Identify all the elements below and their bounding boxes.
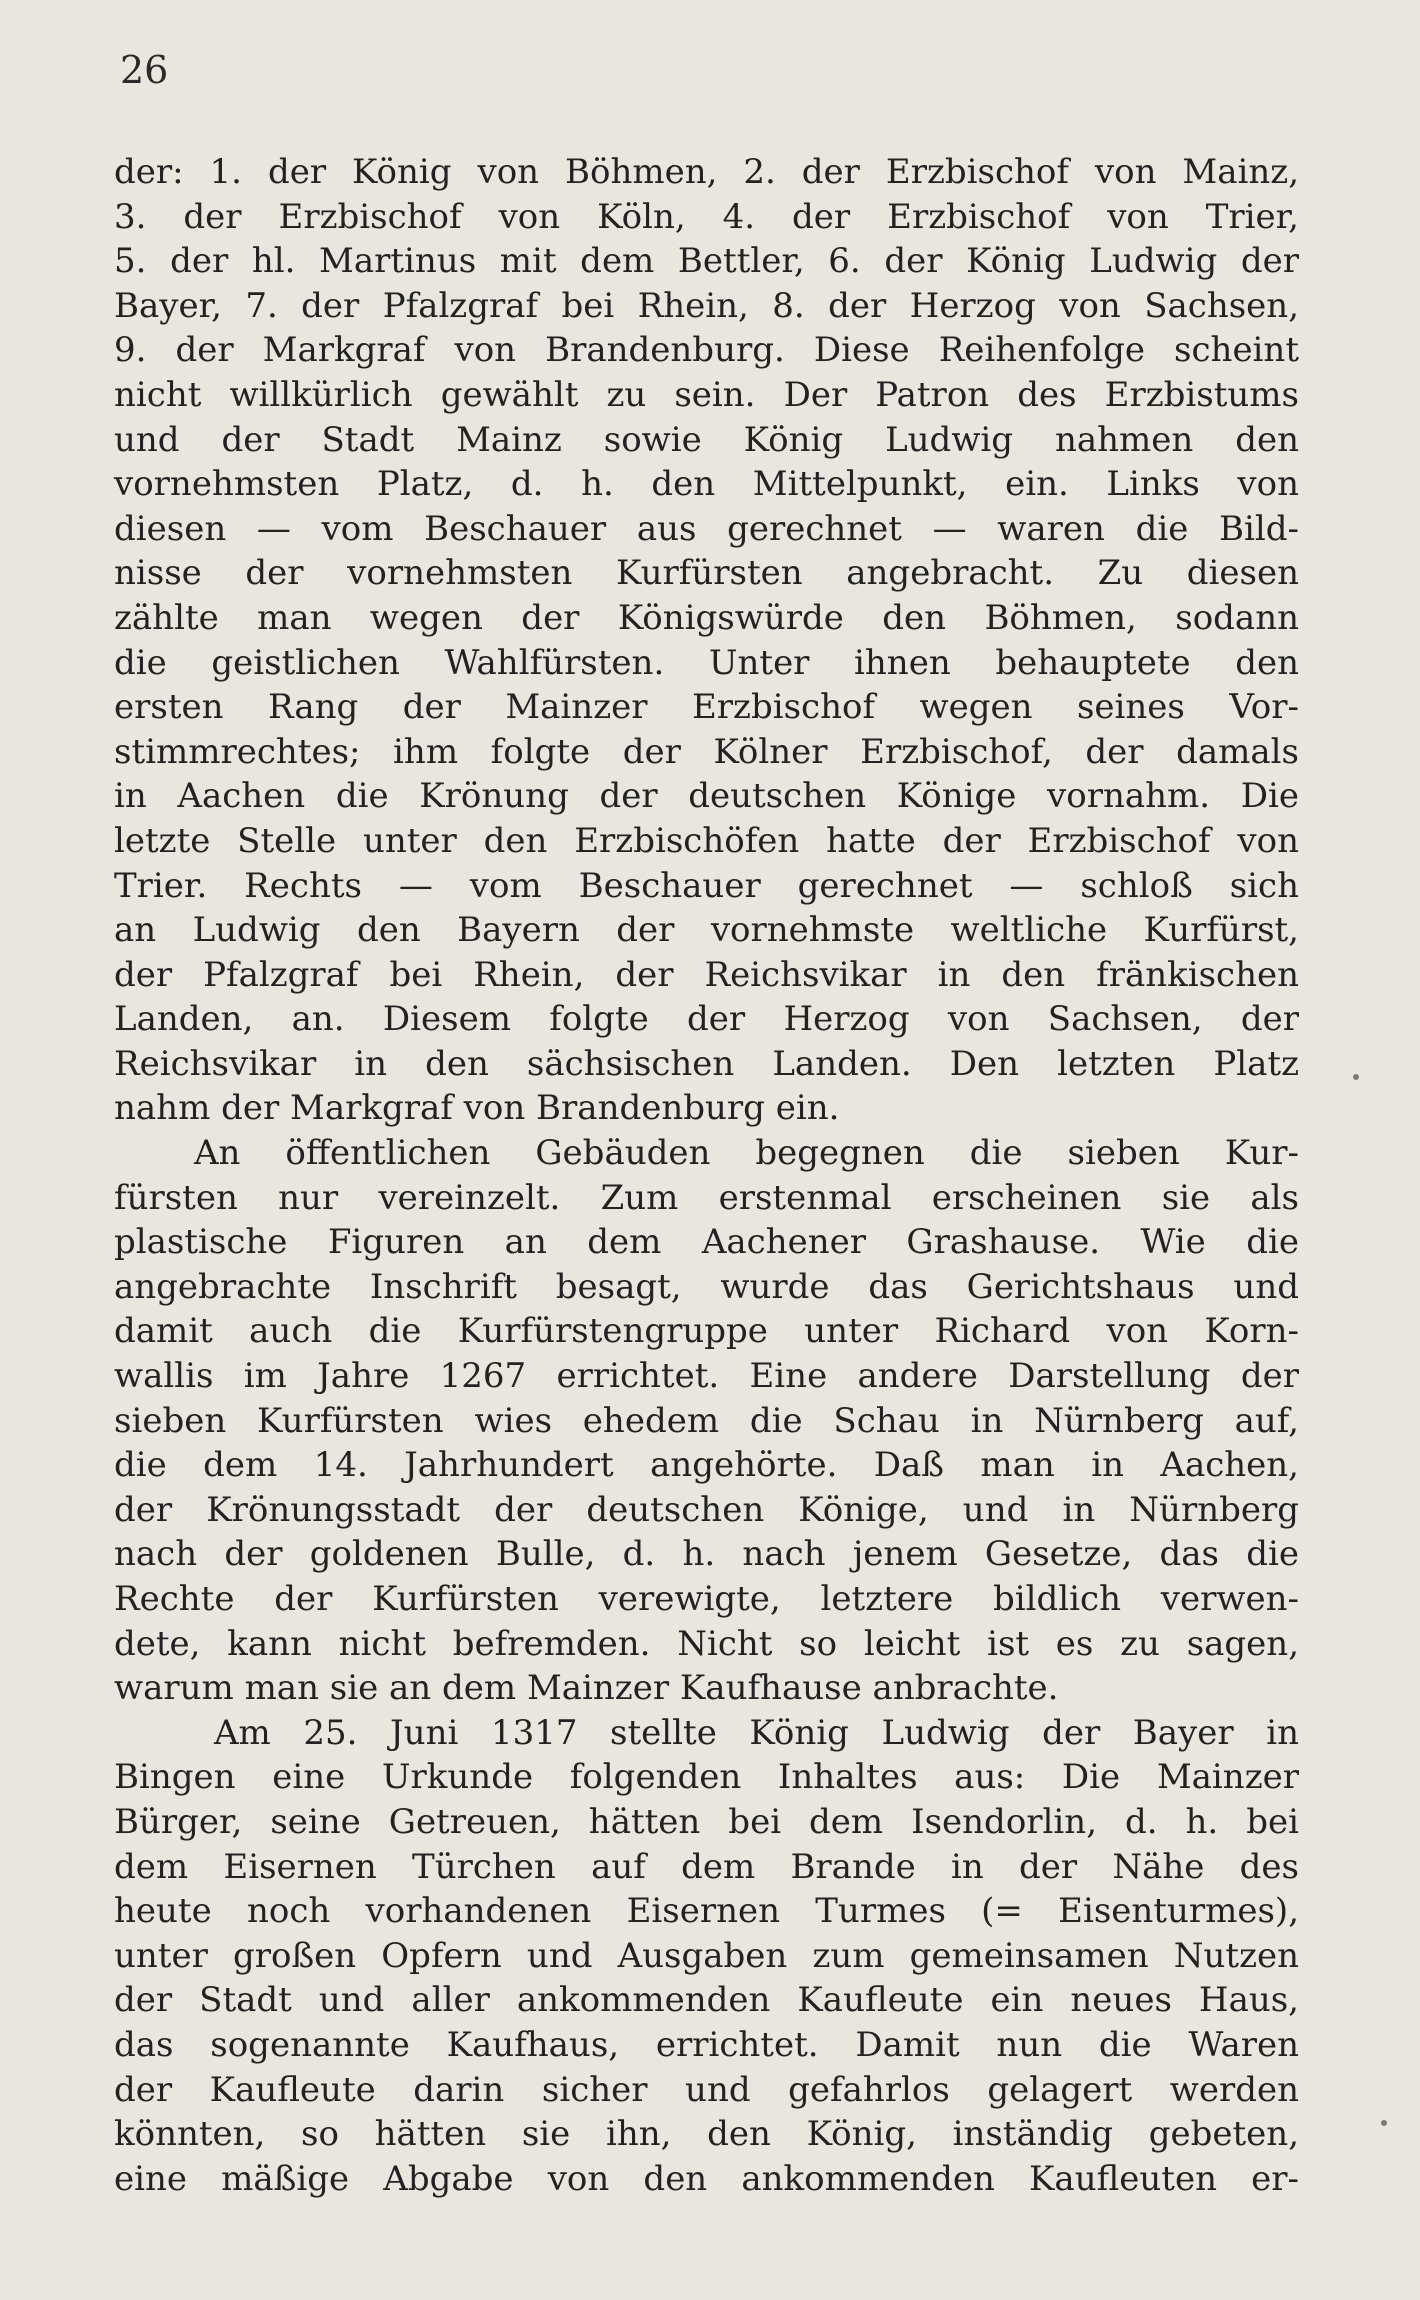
- text-line: ersten Rang der Mainzer Erzbischof wegen seines Vor-: [114, 687, 1299, 728]
- text-line: stimmrechtes; ihm folgte der Kölner Erzbischof, der damals: [114, 731, 1299, 772]
- page-number: 26: [120, 48, 169, 92]
- text-line: der: 1. der König von Böhmen, 2. der Erzbischof von Mainz,: [114, 152, 1299, 192]
- text-line: dem Eisernen Türchen auf dem Brande in der Nähe des: [114, 1846, 1299, 1887]
- text-line: Trier. Rechts — vom Beschauer gerechnet — schloß sich: [114, 865, 1299, 906]
- text-line: der Krönungsstadt der deutschen Könige, und in Nürnberg: [114, 1489, 1299, 1530]
- text-line: Rechte der Kurfürsten verewigte, letztere bildlich verwen-: [114, 1579, 1299, 1619]
- paragraph-start-line: An öffentlichen Gebäuden begegnen die sieben Kur-: [194, 1133, 1299, 1174]
- text-line: an Ludwig den Bayern der vornehmste weltliche Kurfürst,: [114, 910, 1299, 951]
- paragraph-start-line: Am 25. Juni 1317 stellte König Ludwig der Bayer in: [214, 1712, 1299, 1753]
- text-line: 5. der hl. Martinus mit dem Bettler, 6. der König Ludwig der: [114, 241, 1299, 282]
- paragraph-end-line: nahm der Markgraf von Brandenburg ein.: [114, 1088, 840, 1129]
- paper-speck: [1381, 2120, 1387, 2126]
- paper-speck: [1353, 1074, 1359, 1080]
- text-line: nisse der vornehmsten Kurfürsten angebracht. Zu diesen: [114, 553, 1299, 594]
- paragraph-end-line: warum man sie an dem Mainzer Kaufhause anbrachte.: [114, 1668, 1059, 1709]
- text-line: vornehmsten Platz, d. h. den Mittelpunkt, ein. Links von: [114, 464, 1299, 505]
- text-line: angebrachte Inschrift besagt, wurde das Gerichtshaus und: [114, 1266, 1299, 1307]
- text-line: unter großen Opfern und Ausgaben zum gemeinsamen Nutzen: [114, 1935, 1299, 1976]
- text-line: Reichsvikar in den sächsischen Landen. Den letzten Platz: [114, 1043, 1299, 1084]
- text-line: 3. der Erzbischof von Köln, 4. der Erzbischof von Trier,: [114, 196, 1299, 237]
- text-line: plastische Figuren an dem Aachener Grashause. Wie die: [114, 1222, 1299, 1263]
- text-line: und der Stadt Mainz sowie König Ludwig nahmen den: [114, 419, 1299, 460]
- text-line: das sogenannte Kaufhaus, errichtet. Damit nun die Waren: [114, 2024, 1299, 2065]
- text-line: fürsten nur vereinzelt. Zum erstenmal erscheinen sie als: [114, 1177, 1299, 1218]
- text-line: sieben Kurfürsten wies ehedem die Schau in Nürnberg auf,: [114, 1400, 1299, 1441]
- text-line: in Aachen die Krönung der deutschen Könige vornahm. Die: [114, 776, 1299, 817]
- text-line: dete, kann nicht befremden. Nicht so leicht ist es zu sagen,: [114, 1623, 1299, 1664]
- body-text: [114, 150, 1299, 2201]
- text-line: letzte Stelle unter den Erzbischöfen hatte der Erzbischof von: [114, 820, 1299, 861]
- text-line: Landen, an. Diesem folgte der Herzog von Sachsen, der: [114, 999, 1299, 1040]
- text-line: wallis im Jahre 1267 errichtet. Eine andere Darstellung der: [114, 1356, 1299, 1397]
- text-line: Bingen eine Urkunde folgenden Inhaltes aus: Die Mainzer: [114, 1757, 1299, 1798]
- text-line: eine mäßige Abgabe von den ankommenden Kaufleuten er-: [114, 2158, 1299, 2199]
- text-line: Bayer, 7. der Pfalzgraf bei Rhein, 8. der Herzog von Sachsen,: [114, 285, 1299, 326]
- text-line: heute noch vorhandenen Eisernen Turmes (= Eisenturmes),: [114, 1891, 1299, 1932]
- text-line: der Pfalzgraf bei Rhein, der Reichsvikar in den fränkischen: [114, 954, 1299, 995]
- text-line: diesen — vom Beschauer aus gerechnet — waren die Bild-: [114, 508, 1299, 549]
- text-line: damit auch die Kurfürstengruppe unter Richard von Korn-: [114, 1311, 1299, 1352]
- text-line: nicht willkürlich gewählt zu sein. Der Patron des Erzbistums: [114, 374, 1299, 415]
- text-line: Bürger, seine Getreuen, hätten bei dem Isendorlin, d. h. bei: [114, 1801, 1299, 1842]
- text-line: könnten, so hätten sie ihn, den König, inständig gebeten,: [114, 2114, 1299, 2155]
- text-line: der Stadt und aller ankommenden Kaufleute ein neues Haus,: [114, 1980, 1299, 2021]
- text-line: die dem 14. Jahrhundert angehörte. Daß man in Aachen,: [114, 1445, 1299, 1486]
- text-line: nach der goldenen Bulle, d. h. nach jenem Gesetze, das die: [114, 1534, 1299, 1575]
- text-line: der Kaufleute darin sicher und gefahrlos gelagert werden: [114, 2069, 1299, 2110]
- text-line: die geistlichen Wahlfürsten. Unter ihnen behauptete den: [114, 642, 1299, 683]
- text-line: zählte man wegen der Königswürde den Böhmen, sodann: [114, 597, 1299, 638]
- text-line: 9. der Markgraf von Brandenburg. Diese Reihenfolge scheint: [114, 330, 1299, 371]
